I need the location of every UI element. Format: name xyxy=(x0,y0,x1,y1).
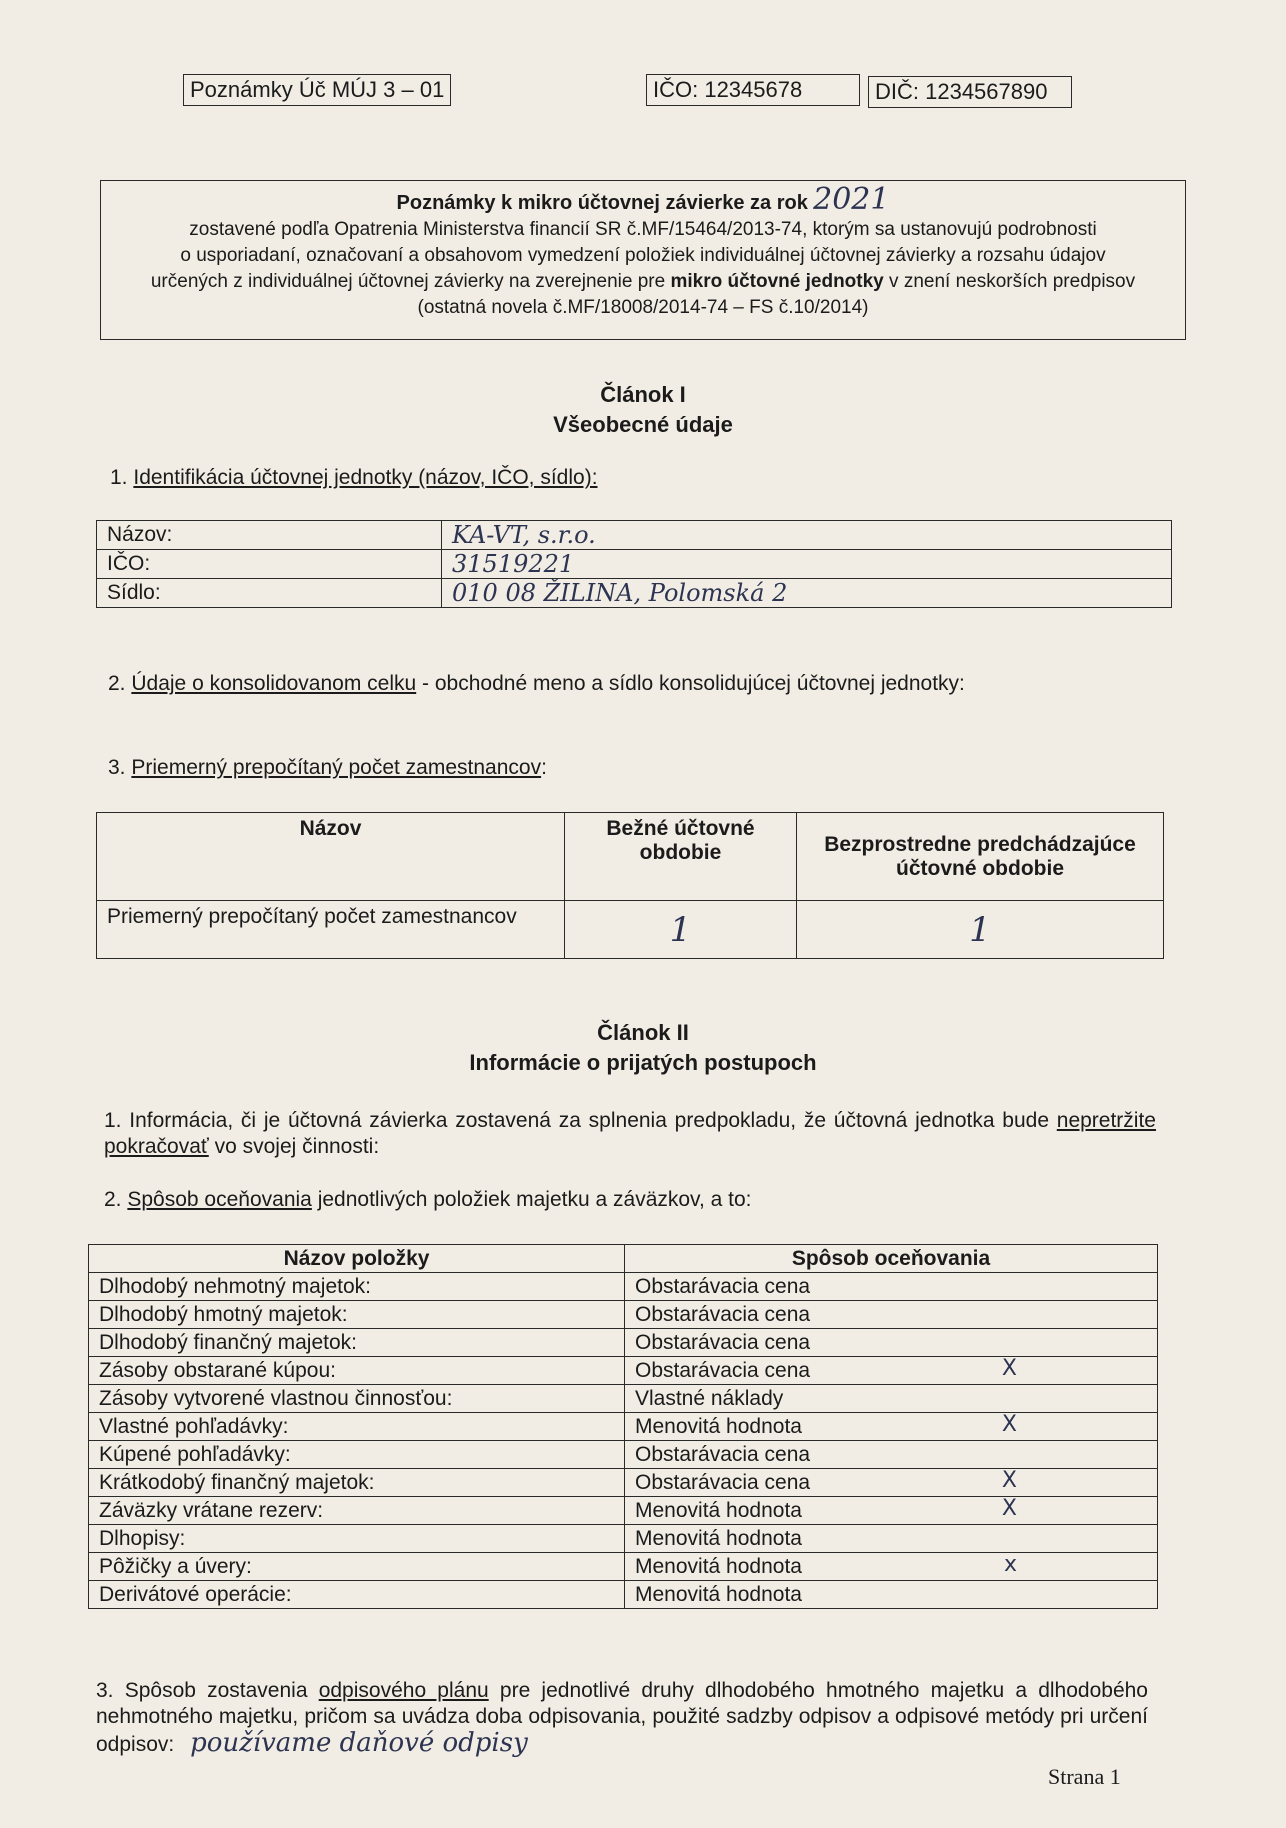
valuation-item: Dlhopisy: xyxy=(89,1525,625,1553)
valuation-method: Obstarávacia cena xyxy=(635,1330,811,1354)
valuation-method: Menovitá hodnota xyxy=(635,1554,802,1578)
table-row xyxy=(89,1329,1158,1357)
table-row xyxy=(89,1357,1158,1385)
valuation-item: Dlhodobý finančný majetok: xyxy=(89,1329,625,1357)
valuation-method-cell xyxy=(625,1581,1158,1609)
article-2-subheading: Informácie o prijatých postupoch xyxy=(469,1050,817,1075)
notes-title: Poznámky k mikro účtovnej závierke za rok xyxy=(396,192,808,214)
valuation-item: Kúpené pohľadávky: xyxy=(89,1441,625,1469)
table-row xyxy=(97,521,1172,550)
valuation-table xyxy=(88,1244,1158,1609)
identification-table xyxy=(96,520,1172,608)
table-row xyxy=(89,1301,1158,1329)
article-2-heading: Článok II xyxy=(597,1020,689,1045)
section-3-heading xyxy=(108,756,547,780)
year-handwritten: 2021 xyxy=(813,182,890,217)
page-number: Strana 1 xyxy=(1048,1764,1121,1789)
point-1-text-a: 1. Informácia, či je účtovná závierka zostavená za splnenia predpokladu, že účtovná jednotka bude xyxy=(104,1109,1049,1132)
valuation-col-method: Spôsob oceňovania xyxy=(625,1245,1158,1273)
valuation-item: Derivátové operácie: xyxy=(89,1581,625,1609)
section-3-number: 3. xyxy=(108,756,126,779)
point-3-text-b: pre jednotlivé druhy dlhodobého hmotného majetku a dlhodobého nehmotného majetku, pričom sa uvádza doba odpisovania, použité sadzby odpisov a odpisové metódy pri určení odpisov: xyxy=(96,1679,1148,1756)
title-line-4: (ostatná novela č.MF/18008/2014-74 – FS č.10/2014) xyxy=(417,297,869,318)
point-2-rest: jednotlivých položiek majetku a záväzkov, a to: xyxy=(317,1188,752,1211)
table-row xyxy=(89,1385,1158,1413)
valuation-method-cell xyxy=(625,1469,1158,1497)
point-1-text-b: vo svojej činnosti: xyxy=(214,1135,380,1158)
point-2-underlined: Spôsob oceňovania xyxy=(127,1188,312,1211)
article-1-subheading: Všeobecné údaje xyxy=(553,412,733,437)
section-3-title: Priemerný prepočítaný počet zamestnancov xyxy=(131,756,542,779)
article-2-point-3 xyxy=(96,1678,1148,1758)
ident-value-ico: 31519221 xyxy=(442,550,1172,579)
table-row xyxy=(97,901,1164,959)
valuation-item: Pôžičky a úvery: xyxy=(89,1553,625,1581)
table-row xyxy=(89,1273,1158,1301)
valuation-method-cell xyxy=(625,1441,1158,1469)
form-code-box: Poznámky Úč MÚJ 3 – 01 xyxy=(183,74,451,106)
employees-col-previous: Bezprostredne predchádzajúce účtovné obdobie xyxy=(797,813,1164,901)
valuation-item: Krátkodobý finančný majetok: xyxy=(89,1469,625,1497)
valuation-method: Obstarávacia cena xyxy=(635,1442,811,1466)
handwritten-check-mark: x xyxy=(1003,1552,1017,1577)
handwritten-check-mark: X xyxy=(1001,1412,1017,1437)
valuation-item: Dlhodobý hmotný majetok: xyxy=(89,1301,625,1329)
valuation-method: Menovitá hodnota xyxy=(635,1582,802,1606)
table-row xyxy=(89,1413,1158,1441)
handwritten-check-mark: X xyxy=(1001,1468,1017,1493)
ident-value-seat: 010 08 ŽILINA, Polomská 2 xyxy=(442,579,1172,608)
section-2-number: 2. xyxy=(108,672,126,695)
ident-label: Názov: xyxy=(97,521,442,550)
table-row xyxy=(89,1497,1158,1525)
title-line-1: zostavené podľa Opatrenia Ministerstva financií SR č.MF/15464/2013-74, ktorým sa ustanovujú podrobnosti xyxy=(189,219,1097,240)
valuation-method: Menovitá hodnota xyxy=(635,1526,802,1550)
valuation-method-cell xyxy=(625,1273,1158,1301)
valuation-method: Menovitá hodnota xyxy=(635,1498,802,1522)
ident-value-name: KA-VT, s.r.o. xyxy=(442,521,1172,550)
employees-col-current: Bežné účtovné obdobie xyxy=(565,813,797,901)
section-2-title: Údaje o konsolidovanom celku xyxy=(131,672,417,695)
article-1-heading: Článok I xyxy=(600,382,686,407)
employees-row-label: Priemerný prepočítaný počet zamestnancov xyxy=(97,901,565,959)
title-box xyxy=(100,180,1186,340)
ico-box: IČO: 12345678 xyxy=(646,74,860,106)
valuation-method: Menovitá hodnota xyxy=(635,1414,802,1438)
valuation-method-cell xyxy=(625,1329,1158,1357)
section-2-rest: - obchodné meno a sídlo konsolidujúcej účtovnej jednotky: xyxy=(422,672,965,695)
title-line-3b: v znení neskorších predpisov xyxy=(889,271,1136,292)
valuation-method: Obstarávacia cena xyxy=(635,1358,811,1382)
table-row xyxy=(89,1441,1158,1469)
section-3-colon: : xyxy=(541,756,547,779)
employees-current-value: 1 xyxy=(565,901,797,959)
handwritten-check-mark: X xyxy=(1001,1356,1017,1381)
table-row xyxy=(89,1581,1158,1609)
valuation-item: Záväzky vrátane rezerv: xyxy=(89,1497,625,1525)
valuation-method: Vlastné náklady xyxy=(635,1386,784,1410)
title-line-3-bold: mikro účtovné jednotky xyxy=(670,271,884,292)
employees-col-name: Názov xyxy=(97,813,565,901)
table-row xyxy=(97,579,1172,608)
employees-table xyxy=(96,812,1164,959)
point-1-underlined: nepretržite pokračovať xyxy=(104,1109,1156,1158)
article-2-point-1 xyxy=(104,1108,1156,1160)
valuation-method-cell xyxy=(625,1525,1158,1553)
ident-label: Sídlo: xyxy=(97,579,442,608)
table-row xyxy=(89,1525,1158,1553)
article-2-point-2 xyxy=(104,1188,752,1212)
valuation-method-cell xyxy=(625,1413,1158,1441)
ident-label: IČO: xyxy=(97,550,442,579)
valuation-method-cell xyxy=(625,1301,1158,1329)
title-line-3a: určených z individuálnej účtovnej závierky na zverejnenie pre xyxy=(150,271,666,292)
valuation-method-cell xyxy=(625,1497,1158,1525)
section-1-title: Identifikácia účtovnej jednotky (názov, IČO, sídlo): xyxy=(133,466,598,489)
valuation-col-item: Názov položky xyxy=(89,1245,625,1273)
point-3-handwritten: používame daňové odpisy xyxy=(190,1728,528,1758)
valuation-method: Obstarávacia cena xyxy=(635,1302,811,1326)
title-line-2: o usporiadaní, označovaní a obsahovom vymedzení položiek individuálnej účtovnej závierky a rozsahu údajov xyxy=(180,245,1106,266)
title-line-3 xyxy=(101,269,1185,295)
valuation-method-cell xyxy=(625,1553,1158,1581)
valuation-item: Dlhodobý nehmotný majetok: xyxy=(89,1273,625,1301)
section-1-heading xyxy=(110,466,598,490)
valuation-method-cell xyxy=(625,1357,1158,1385)
employees-previous-value: 1 xyxy=(797,901,1164,959)
valuation-method-cell xyxy=(625,1385,1158,1413)
valuation-method: Obstarávacia cena xyxy=(635,1274,811,1298)
table-row xyxy=(89,1553,1158,1581)
table-row xyxy=(97,550,1172,579)
table-row xyxy=(97,813,1164,901)
point-2-number: 2. xyxy=(104,1188,122,1211)
dic-box: DIČ: 1234567890 xyxy=(868,76,1072,108)
handwritten-check-mark: X xyxy=(1001,1496,1017,1521)
section-1-number: 1. xyxy=(110,466,128,489)
valuation-item: Zásoby vytvorené vlastnou činnosťou: xyxy=(89,1385,625,1413)
point-3-text-a: 3. Spôsob zostavenia xyxy=(96,1679,308,1702)
valuation-item: Vlastné pohľadávky: xyxy=(89,1413,625,1441)
section-2-heading xyxy=(108,672,965,696)
table-header-row xyxy=(89,1245,1158,1273)
valuation-method: Obstarávacia cena xyxy=(635,1470,811,1494)
valuation-item: Zásoby obstarané kúpou: xyxy=(89,1357,625,1385)
point-3-underlined: odpisového plánu xyxy=(318,1679,489,1702)
table-row xyxy=(89,1469,1158,1497)
